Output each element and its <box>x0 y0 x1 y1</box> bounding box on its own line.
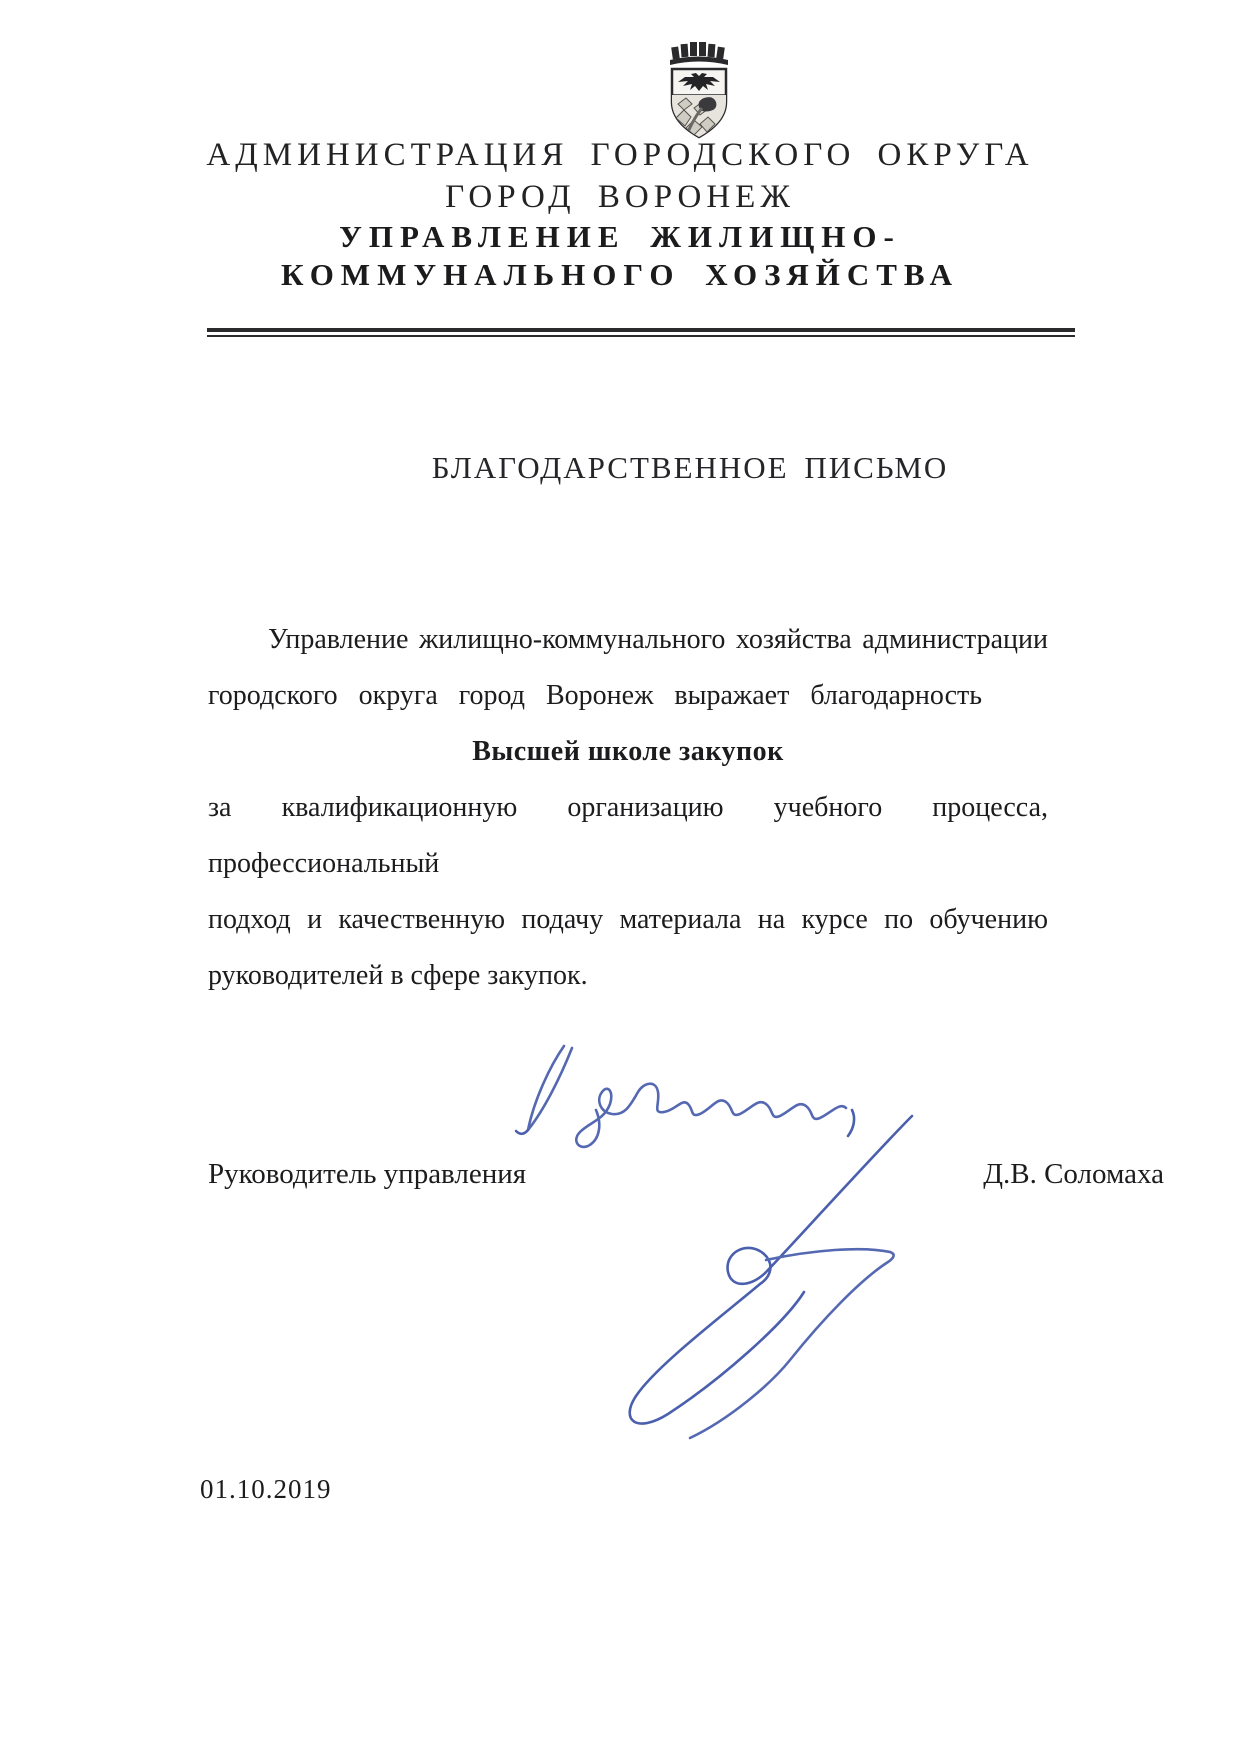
document-title: БЛАГОДАРСТВЕННОЕ ПИСЬМО <box>431 450 949 485</box>
org-name-line2: ГОРОД ВОРОНЕЖ <box>445 179 795 215</box>
signature-flourish-icon <box>630 1116 912 1438</box>
body-line: за квалификационную организацию учебного процесса, профессиональный <box>208 792 1048 879</box>
handwritten-signature <box>460 1040 930 1470</box>
voronezh-coat-of-arms-icon <box>664 40 734 142</box>
handwritten-regards-icon <box>516 1046 854 1147</box>
divider-thick-line <box>207 328 1075 332</box>
signer-name: Д.В. Соломаха <box>983 1158 1164 1190</box>
dept-name-line1: УПРАВЛЕНИЕ ЖИЛИЩНО- <box>339 219 901 254</box>
recipient-name: Высшей школе закупок <box>472 736 784 767</box>
body-line: Управление жилищно-коммунального хозяйства администрации <box>268 624 1048 655</box>
body-line: городского округа город Воронеж выражает благодарность <box>208 680 983 711</box>
signer-position: Руководитель управления <box>208 1158 527 1190</box>
body-line: руководителей в сфере закупок. <box>208 960 588 991</box>
document-date: 01.10.2019 <box>200 1474 332 1504</box>
letterhead-divider <box>207 328 1075 337</box>
body-line: подход и качественную подачу материала на курсе по обучению <box>208 904 1048 935</box>
org-name-line1: АДМИНИСТРАЦИЯ ГОРОДСКОГО ОКРУГА <box>206 137 1034 173</box>
divider-thin-line <box>207 335 1075 337</box>
letterhead <box>150 134 1090 294</box>
dept-name-line2: КОММУНАЛЬНОГО ХОЗЯЙСТВА <box>280 257 959 292</box>
letter-body <box>208 612 1048 1004</box>
